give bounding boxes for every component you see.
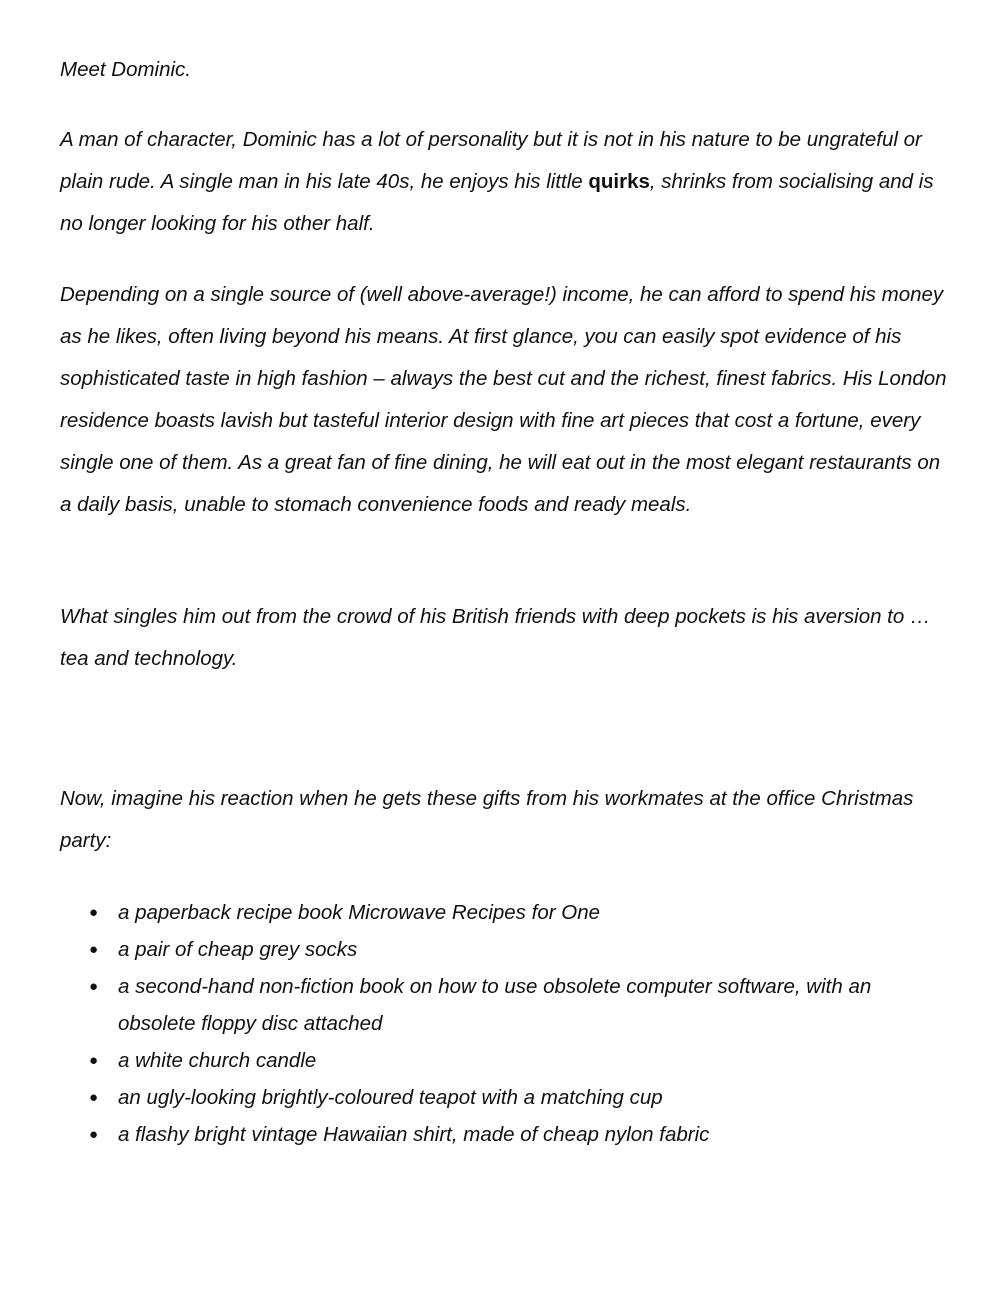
intro-paragraph: Meet Dominic. — [60, 58, 192, 81]
gift-list — [60, 894, 940, 1153]
list-item — [60, 931, 940, 968]
list-item — [60, 894, 940, 931]
now-paragraph: Now, imagine his reaction when he gets these gifts from his workmates at the office Christmas party: — [60, 787, 914, 852]
bullet-icon: ● — [89, 1126, 99, 1143]
gift-text: a white church candle — [118, 1049, 317, 1072]
bullet-icon: ● — [89, 1052, 99, 1069]
list-item — [60, 1042, 940, 1079]
list-item — [60, 968, 940, 1042]
quirks-bold: quirks — [588, 170, 650, 193]
aversion-paragraph: What singles him out from the crowd of his British friends with deep pockets is his aversion to … tea and technology. — [60, 605, 931, 670]
bullet-icon: ● — [89, 978, 99, 995]
bullet-icon: ● — [89, 941, 99, 958]
gift-text: a flashy bright vintage Hawaiian shirt, made of cheap nylon fabric — [118, 1123, 710, 1146]
money-paragraph: Depending on a single source of (well above-average!) income, he can afford to spend his money as he likes, often living beyond his means. At first glance, you can easily spot evidence of his sophisticated taste in high fashion – always the best cut and the richest, finest fabrics. His London residence boasts lavish but tasteful interior design with fine art pieces that cost a fortune, every single one of them. As a great fan of fine dining, he will eat out in the most elegant restaurants on a daily basis, unable to stomach convenience foods and ready meals. — [60, 283, 947, 516]
list-item — [60, 1116, 940, 1153]
list-item — [60, 1079, 940, 1116]
gift-text: an ugly-looking brightly-coloured teapot with a matching cup — [118, 1086, 663, 1109]
bullet-icon: ● — [89, 904, 99, 921]
bullet-icon: ● — [89, 1089, 99, 1106]
gift-text: a second-hand non-fiction book on how to use obsolete computer software, with an obsolete floppy disc attached — [118, 975, 872, 1035]
character-text-after: , shrinks from socialising and is no longer looking for his other half. — [60, 170, 934, 235]
character-paragraph — [60, 119, 950, 245]
gift-text: a paperback recipe book Microwave Recipes for One — [118, 901, 600, 924]
character-text-before: A man of character, Dominic has a lot of personality but it is not in his nature to be ungrateful or plain rude. A single man in his late 40s, he enjoys his little — [60, 128, 922, 193]
gift-text: a pair of cheap grey socks — [118, 938, 358, 961]
